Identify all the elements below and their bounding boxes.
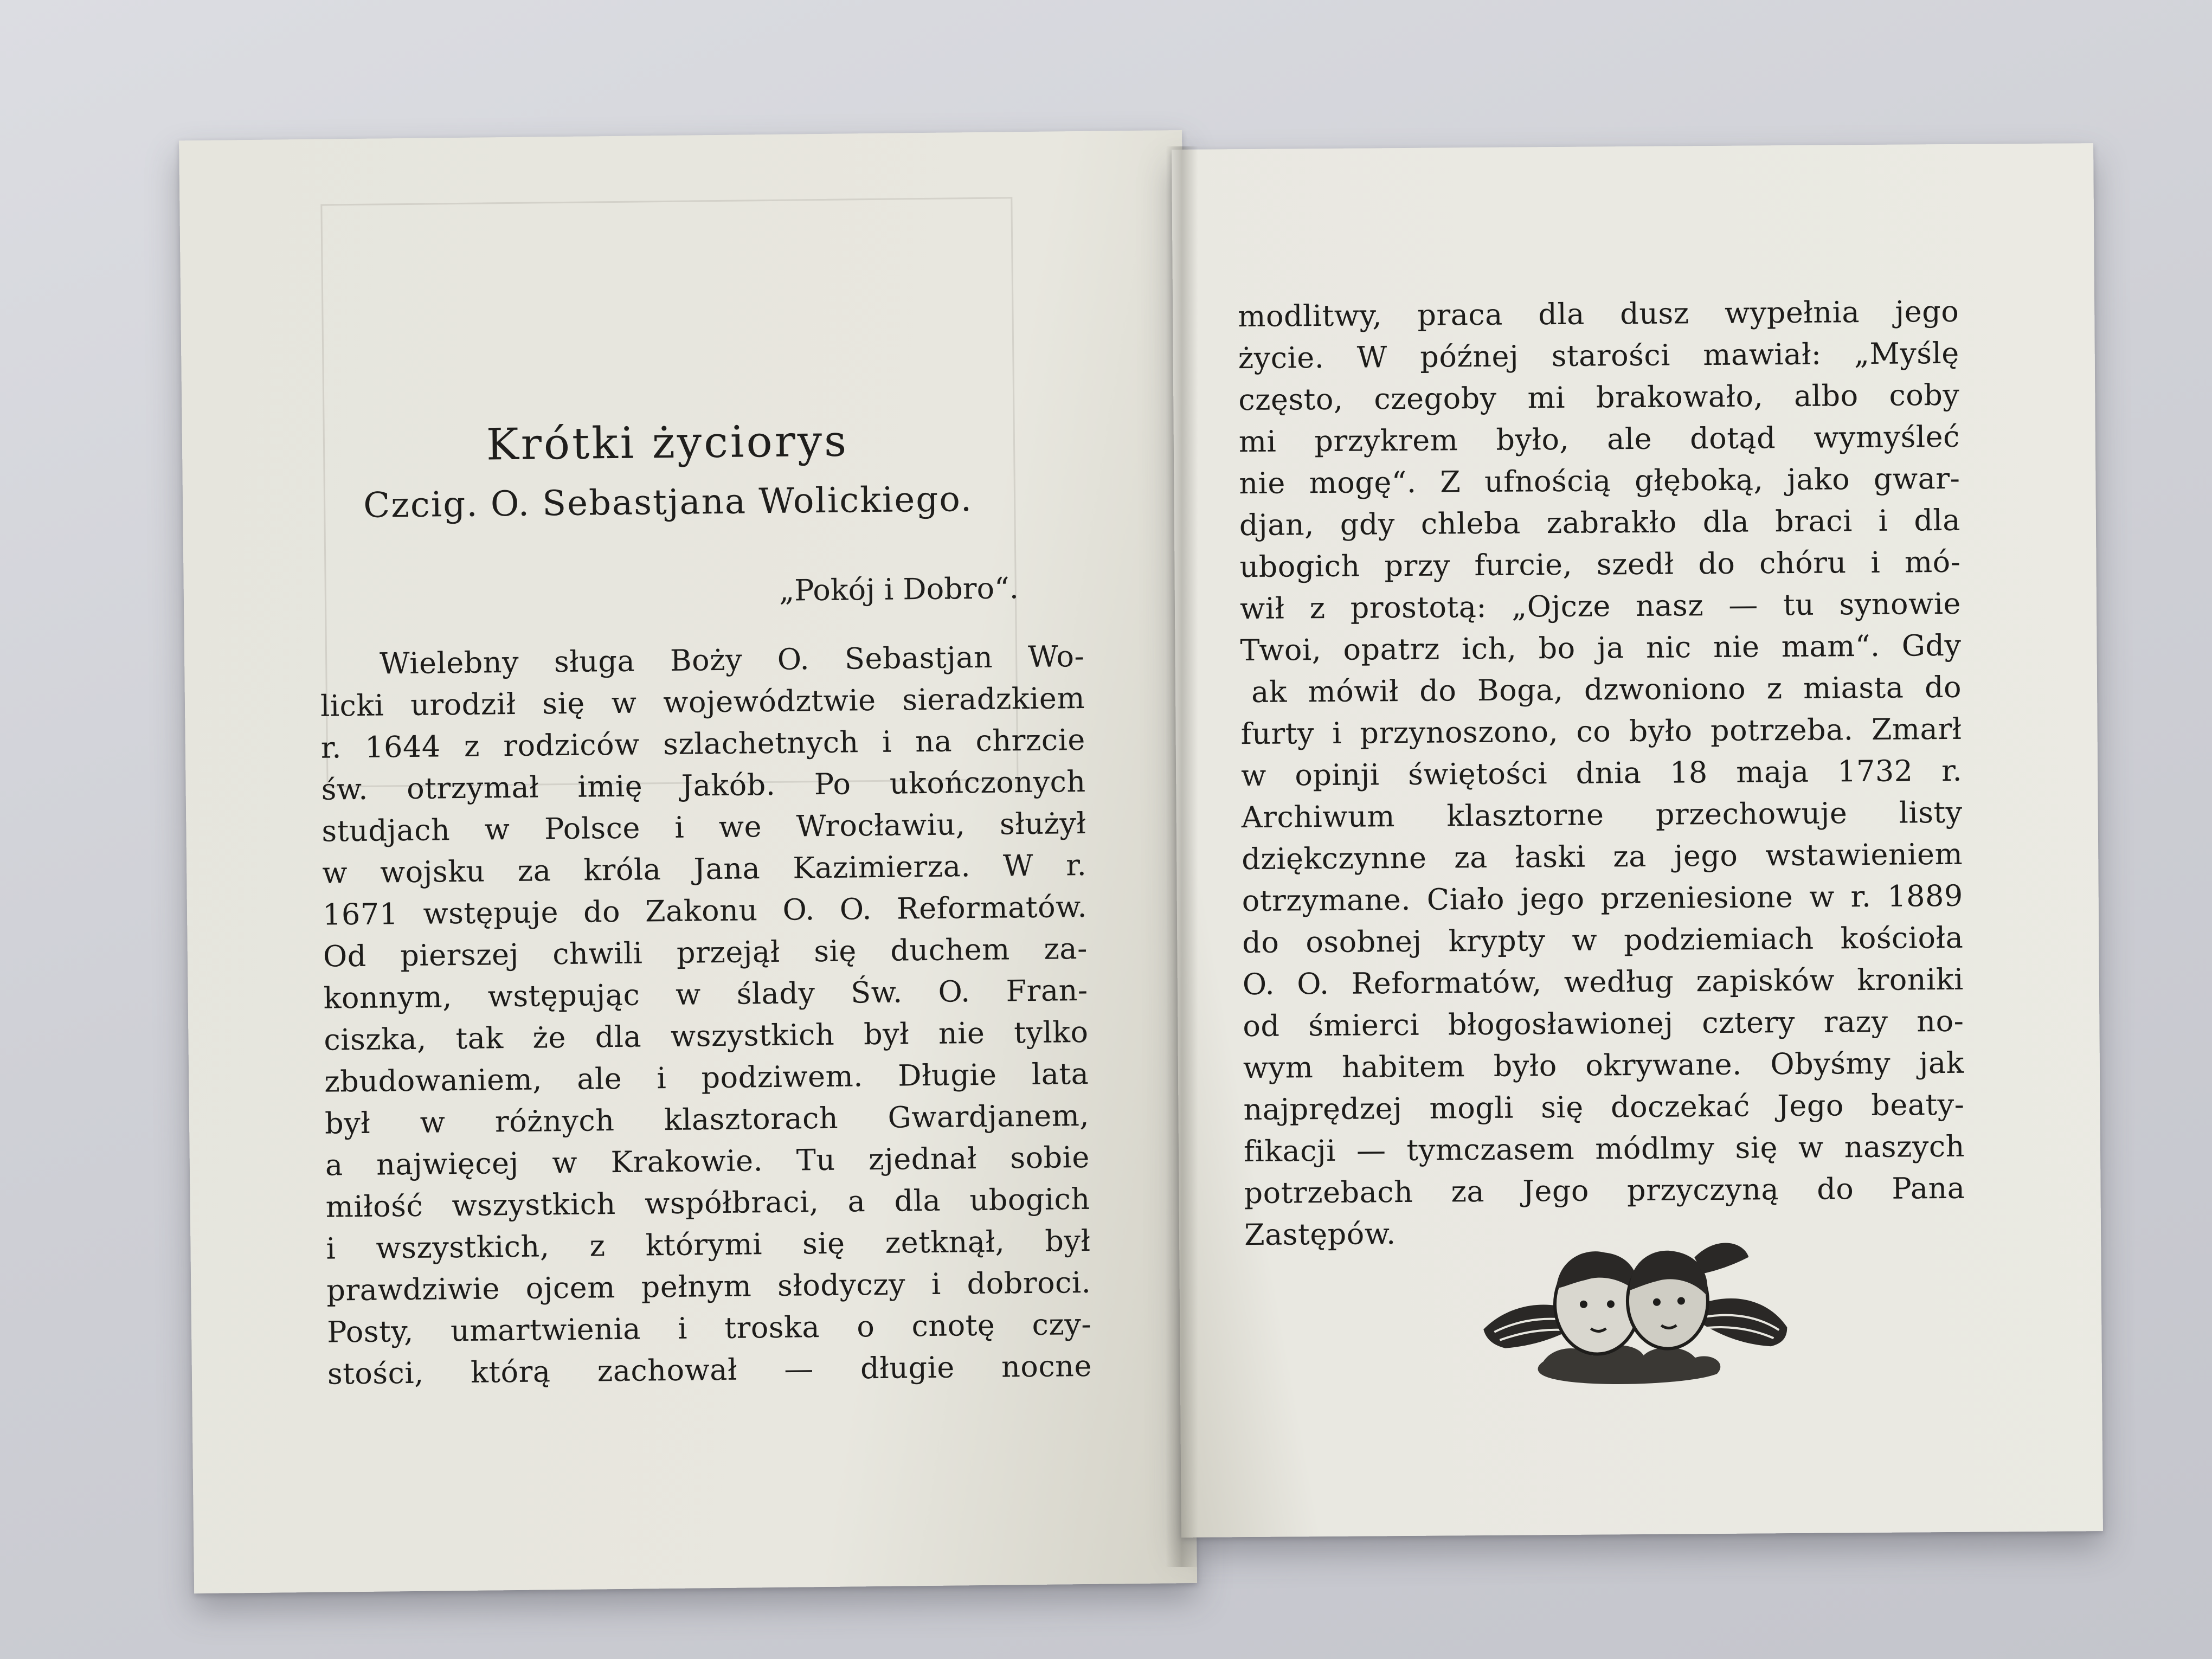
text-line: furty i przynoszono, co było potrzeba. Zmarł	[1240, 711, 1962, 751]
text-line: prawdziwie ojcem pełnym słodyczy i dobroci.	[326, 1265, 1091, 1308]
text-line: nie mogę“. Z ufnością głęboką, jako gwar-	[1239, 461, 1960, 501]
text-line: od śmierci błogosławionej cztery razy no-	[1243, 1004, 1964, 1044]
text-line: często, czegoby mi brakowało, albo coby	[1238, 377, 1960, 417]
left-page-text	[320, 635, 1092, 1395]
text-line: wym habitem było okrywane. Obyśmy jak	[1243, 1045, 1965, 1085]
text-line: Posty, umartwienia i troska o cnotę czy-	[326, 1307, 1092, 1349]
page-title: Krótki życiorys	[486, 415, 849, 470]
text-line: św. otrzymał imię Jakób. Po ukończonych	[321, 764, 1086, 807]
text-line: wił z prostotą: „Ojcze nasz — tu synowie	[1239, 586, 1962, 626]
text-line: djan, gdy chleba zabrakło dla braci i dla	[1239, 503, 1961, 543]
text-line: potrzebach za Jego przyczyną do Pana	[1244, 1171, 1965, 1211]
text-line: 1671 wstępuje do Zakonu O. O. Reformatów.	[322, 889, 1088, 932]
text-line: licki urodził się w województwie sieradzkiem	[320, 680, 1085, 723]
text-line: konnym, wstępując w ślady Św. O. Fran-	[323, 973, 1088, 1015]
text-line: mi przykrem było, ale dotąd wymyśleć	[1238, 419, 1960, 459]
text-line: modlitwy, praca dla dusz wypełnia jego	[1238, 294, 1959, 334]
text-line: zbudowaniem, ale i podziwem. Długie lata	[324, 1056, 1089, 1099]
motto: „Pokój i Dobro“.	[779, 571, 1019, 608]
text-line: Twoi, opatrz ich, bo ja nic nie mam“. Gdy	[1240, 628, 1962, 668]
page-subtitle: Czcig. O. Sebastjana Wolickiego.	[363, 479, 973, 526]
right-page-text	[1238, 291, 1965, 1256]
text-line: Zastępów.	[1244, 1217, 1396, 1252]
cherubs-icon	[1461, 1235, 1809, 1400]
text-line: w wojsku za króla Jana Kazimierza. W r.	[321, 847, 1087, 890]
text-line: a najwięcej w Krakowie. Tu zjednał sobie	[325, 1140, 1090, 1182]
text-line: ubogich przy furcie, szedł do chóru i mó-	[1239, 544, 1961, 584]
text-line: Od pierszej chwili przejął się duchem za-	[323, 931, 1088, 974]
text-line: ak mówił do Boga, dzwoniono z miasta do	[1251, 670, 1962, 709]
text-line: fikacji — tymczasem módlmy się w naszych	[1243, 1129, 1965, 1169]
right-page	[1172, 143, 2103, 1538]
left-page	[179, 130, 1197, 1593]
text-line: r. 1644 z rodziców szlachetnych i na chrzcie	[320, 722, 1086, 765]
text-line: Wielebny sługa Boży O. Sebastjan Wo-	[379, 639, 1085, 681]
text-line: otrzymane. Ciało jego przeniesione w r. 1889	[1242, 878, 1963, 918]
text-line: i wszystkich, z którymi się zetknął, był	[326, 1223, 1091, 1266]
text-line: studjach w Polsce i we Wrocławiu, służył	[321, 806, 1086, 848]
text-line: najprędzej mogli się doczekać Jego beaty-	[1243, 1087, 1965, 1127]
text-line: życie. W późnej starości mawiał: „Myślę	[1238, 336, 1959, 376]
text-line: był w różnych klasztorach Gwardjanem,	[324, 1098, 1090, 1141]
text-line: w opinji świętości dnia 18 maja 1732 r.	[1240, 753, 1963, 793]
booklet-spine	[1166, 146, 1198, 1567]
text-line: ciszka, tak że dla wszystkich był nie tylko	[324, 1014, 1089, 1057]
text-line: Archiwum klasztorne przechowuje listy	[1241, 795, 1963, 835]
text-line: O. O. Reformatów, według zapisków kroniki	[1242, 962, 1964, 1002]
text-line: do osobnej krypty w podziemiach kościoła	[1242, 920, 1964, 960]
booklet	[179, 125, 2087, 1589]
text-line: stości, którą zachował — długie nocne	[327, 1348, 1092, 1391]
text-line: dziękczynne za łaski za jego wstawieniem	[1242, 837, 1963, 877]
text-line: miłość wszystkich współbraci, a dla ubogich	[325, 1181, 1090, 1224]
